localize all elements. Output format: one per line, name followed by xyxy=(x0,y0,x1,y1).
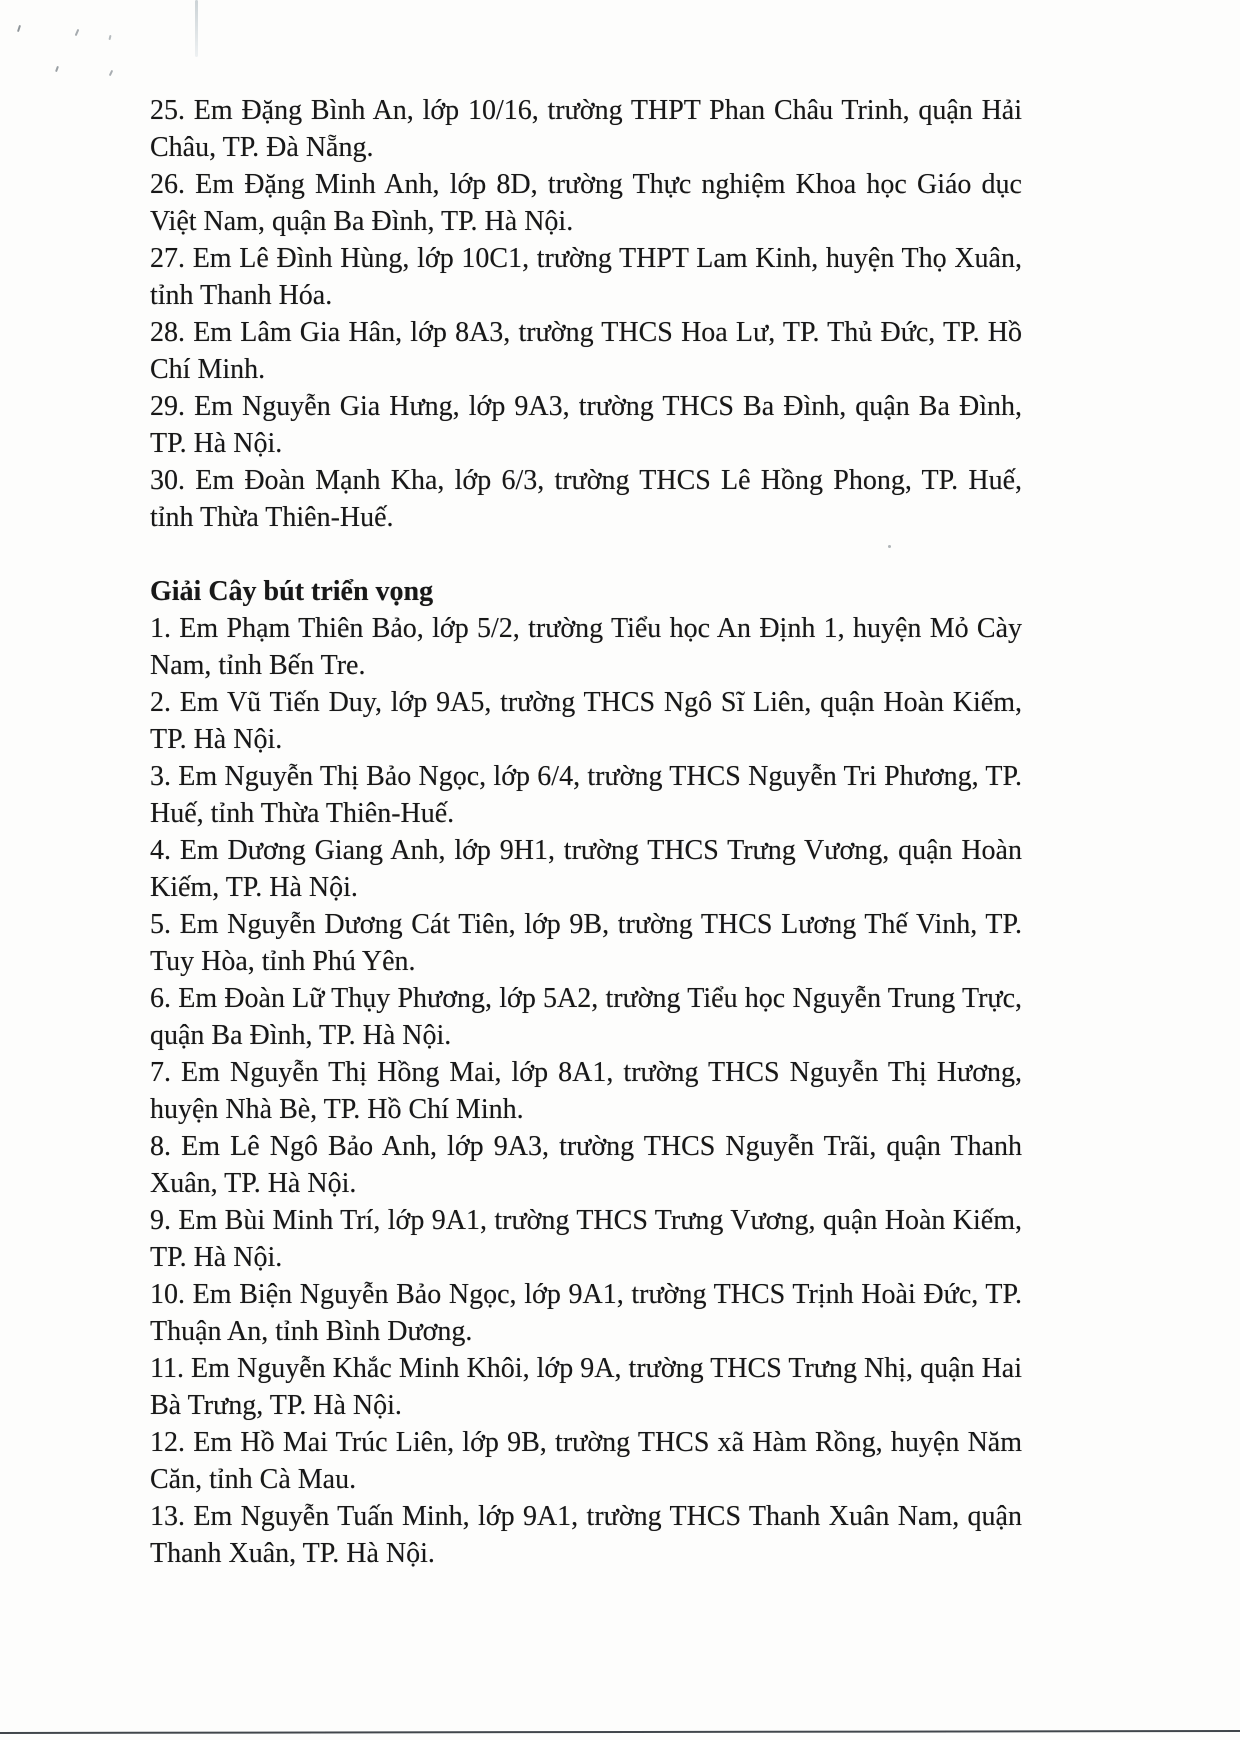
scan-artifact-vertical-streak xyxy=(195,0,198,57)
list-item: 13. Em Nguyễn Tuấn Minh, lớp 9A1, trường THCS Thanh Xuân Nam, quận Thanh Xuân, TP. Hà Nội. xyxy=(150,1501,1022,1569)
list-item: 25. Em Đặng Bình An, lớp 10/16, trường THPT Phan Châu Trinh, quận Hải Châu, TP. Đà Nẵng. xyxy=(150,95,1022,163)
list-item: 3. Em Nguyễn Thị Bảo Ngọc, lớp 6/4, trường THCS Nguyễn Tri Phương, TP. Huế, tỉnh Thừa Thiên-Huế. xyxy=(150,761,1022,829)
list-item: 7. Em Nguyễn Thị Hồng Mai, lớp 8A1, trường THCS Nguyễn Thị Hương, huyện Nhà Bè, TP. Hồ Chí Minh. xyxy=(150,1057,1022,1125)
section-heading: Giải Cây bút triển vọng xyxy=(150,576,434,607)
scan-speck xyxy=(17,25,21,32)
award-list-content xyxy=(150,92,1022,1572)
scan-speck xyxy=(55,66,59,72)
list-item: 9. Em Bùi Minh Trí, lớp 9A1, trường THCS Trưng Vương, quận Hoàn Kiếm, TP. Hà Nội. xyxy=(150,1205,1022,1273)
list-item: 8. Em Lê Ngô Bảo Anh, lớp 9A3, trường THCS Nguyễn Trãi, quận Thanh Xuân, TP. Hà Nội. xyxy=(150,1131,1022,1199)
list-item: 5. Em Nguyễn Dương Cát Tiên, lớp 9B, trường THCS Lương Thế Vinh, TP. Tuy Hòa, tỉnh Phú Yên. xyxy=(150,909,1022,977)
list-item: 12. Em Hồ Mai Trúc Liên, lớp 9B, trường THCS xã Hàm Rồng, huyện Năm Căn, tỉnh Cà Mau. xyxy=(150,1427,1022,1495)
list-item: 28. Em Lâm Gia Hân, lớp 8A3, trường THCS Hoa Lư, TP. Thủ Đức, TP. Hồ Chí Minh. xyxy=(150,317,1022,385)
list-item: 10. Em Biện Nguyễn Bảo Ngọc, lớp 9A1, trường THCS Trịnh Hoài Đức, TP. Thuận An, tỉnh Bình Dương. xyxy=(150,1279,1022,1347)
scan-speck xyxy=(108,35,111,40)
list-item: 29. Em Nguyễn Gia Hưng, lớp 9A3, trường THCS Ba Đình, quận Ba Đình, TP. Hà Nội. xyxy=(150,391,1022,459)
page-bottom-rule xyxy=(0,1730,1240,1734)
scan-speck xyxy=(75,29,80,36)
scan-speck xyxy=(109,70,113,76)
award-section xyxy=(150,92,1022,536)
list-item: 30. Em Đoàn Mạnh Kha, lớp 6/3, trường THCS Lê Hồng Phong, TP. Huế, tỉnh Thừa Thiên-Huế. xyxy=(150,465,1022,533)
list-item: 4. Em Dương Giang Anh, lớp 9H1, trường THCS Trưng Vương, quận Hoàn Kiếm, TP. Hà Nội. xyxy=(150,835,1022,903)
list-item: 1. Em Phạm Thiên Bảo, lớp 5/2, trường Tiểu học An Định 1, huyện Mỏ Cày Nam, tỉnh Bến Tre. xyxy=(150,613,1022,681)
list-item: 6. Em Đoàn Lữ Thụy Phương, lớp 5A2, trường Tiểu học Nguyễn Trung Trực, quận Ba Đình, TP. Hà Nội. xyxy=(150,983,1022,1051)
list-item: 2. Em Vũ Tiến Duy, lớp 9A5, trường THCS Ngô Sĩ Liên, quận Hoàn Kiếm, TP. Hà Nội. xyxy=(150,687,1022,755)
list-item: 11. Em Nguyễn Khắc Minh Khôi, lớp 9A, trường THCS Trưng Nhị, quận Hai Bà Trưng, TP. Hà Nội. xyxy=(150,1353,1022,1421)
list-item: 26. Em Đặng Minh Anh, lớp 8D, trường Thực nghiệm Khoa học Giáo dục Việt Nam, quận Ba Đình, TP. Hà Nội. xyxy=(150,169,1022,237)
award-section xyxy=(150,573,1022,1572)
list-item: 27. Em Lê Đình Hùng, lớp 10C1, trường THPT Lam Kinh, huyện Thọ Xuân, tỉnh Thanh Hóa. xyxy=(150,243,1022,311)
